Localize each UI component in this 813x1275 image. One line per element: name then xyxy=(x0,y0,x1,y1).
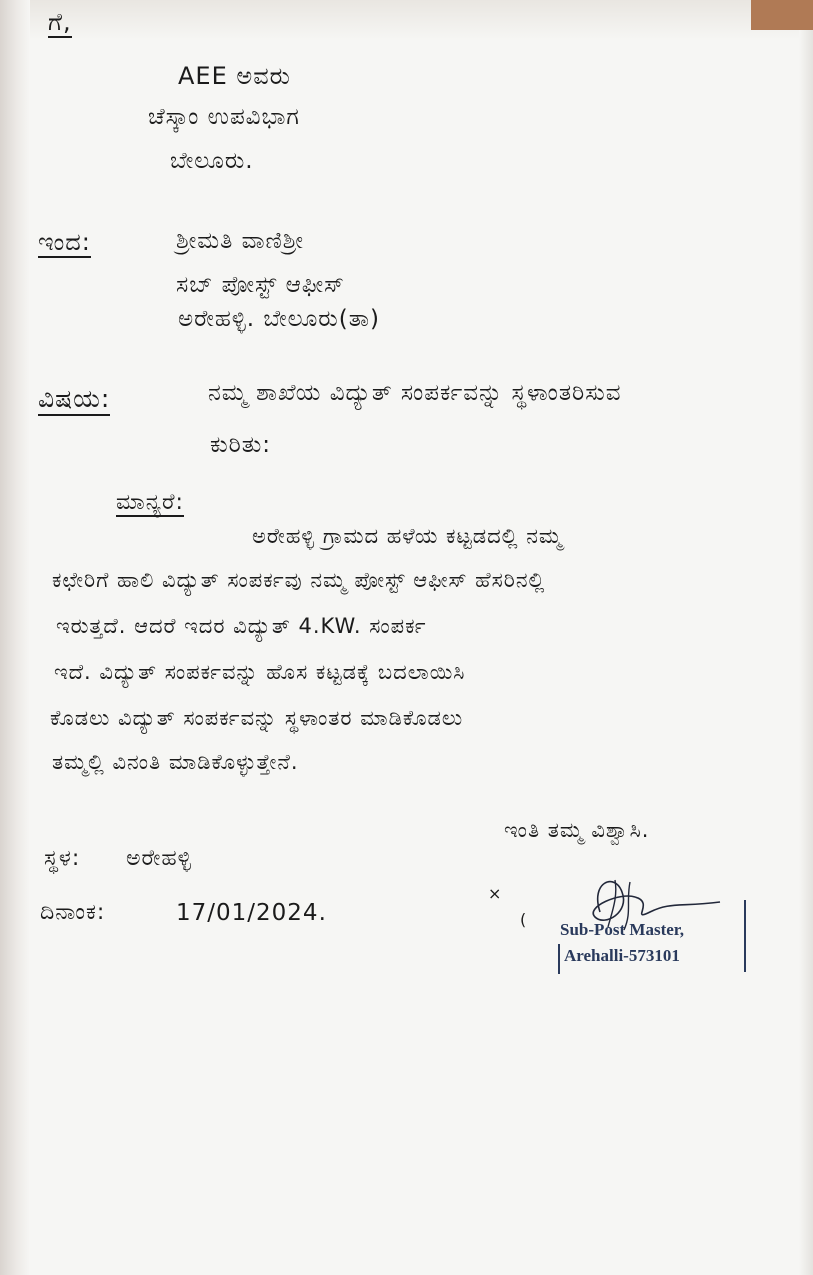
from-label: ಇಂದ: xyxy=(38,228,91,256)
closing: ಇಂತಿ ತಮ್ಮ ವಿಶ್ವಾಸಿ. xyxy=(504,818,650,842)
subject-line-2: ಕುರಿತು: xyxy=(210,432,272,458)
post-office-stamp-line-1: Sub-Post Master, xyxy=(560,920,685,939)
from-line-3: ಅರೇಹಳ್ಳಿ. ಬೇಲೂರು(ತಾ) xyxy=(178,306,380,332)
stamp-mark: ( xyxy=(520,910,528,929)
body-line-3: ಇರುತ್ತದೆ. ಆದರೆ ಇದರ ವಿದ್ಯುತ್ 4.KW. ಸಂಪರ್ಕ xyxy=(56,614,427,638)
subject-label: ವಿಷಯ: xyxy=(38,384,110,416)
from-line-1: ಶ್ರೀಮತಿ ವಾಣಿಶ್ರೀ xyxy=(176,228,305,254)
salutation: ಮಾನ್ಯರೆ: xyxy=(116,490,184,515)
to-line-3: ಬೇಲೂರು. xyxy=(170,148,254,174)
body-line-1: ಅರೇಹಳ್ಳಿ ಗ್ರಾಮದ ಹಳೆಯ ಕಟ್ಟಡದಲ್ಲಿ ನಮ್ಮ xyxy=(252,524,563,548)
subject-line-1: ನಮ್ಮ ಶಾಖೆಯ ವಿದ್ಯುತ್ ಸಂಪರ್ಕವನ್ನು ಸ್ಥಳಾಂತರಿಸುವ xyxy=(208,380,622,406)
date-value: 17/01/2024. xyxy=(176,900,327,926)
page-corner-background xyxy=(751,0,813,30)
to-line-2: ಚೆಸ್ಕಾಂ ಉಪವಿಭಾಗ xyxy=(148,104,300,130)
to-label: ಗೆ, xyxy=(48,8,72,36)
body-line-6: ತಮ್ಮಲ್ಲಿ ವಿನಂತಿ ಮಾಡಿಕೊಳ್ಳುತ್ತೇನೆ. xyxy=(52,750,299,774)
page-binding-shadow xyxy=(0,0,30,1275)
body-line-5: ಕೊಡಲು ವಿದ್ಯುತ್ ಸಂಪರ್ಕವನ್ನು ಸ್ಥಳಾಂತರ ಮಾಡಿಕೊಡಲು xyxy=(50,706,464,730)
page-right-edge xyxy=(799,30,813,1275)
place-value: ಅರೇಹಳ್ಳಿ xyxy=(126,846,192,871)
post-office-stamp-line-2: Arehalli-573101 xyxy=(564,946,680,965)
from-line-2: ಸಬ್ ಪೋಸ್ಟ್ ಆಫೀಸ್ xyxy=(176,272,345,298)
tick-mark: × xyxy=(488,884,503,903)
page-top-shadow xyxy=(0,0,813,40)
date-label: ದಿನಾಂಕ: xyxy=(40,900,106,925)
stamp-bracket-left xyxy=(558,944,560,974)
place-label: ಸ್ಥಳ: xyxy=(44,846,81,871)
body-line-2: ಕಛೇರಿಗೆ ಹಾಲಿ ವಿದ್ಯುತ್ ಸಂಪರ್ಕವು ನಮ್ಮ ಪೋಸ್ಟ್ ಆಫೀಸ್ ಹೆಸರಿನಲ್ಲಿ xyxy=(52,568,546,592)
stamp-bracket-right xyxy=(744,900,746,972)
body-line-4: ಇದೆ. ವಿದ್ಯುತ್ ಸಂಪರ್ಕವನ್ನು ಹೊಸ ಕಟ್ಟಡಕ್ಕೆ ಬದಲಾಯಿಸಿ xyxy=(54,660,466,684)
to-line-1: AEE ಅವರು xyxy=(178,62,291,90)
